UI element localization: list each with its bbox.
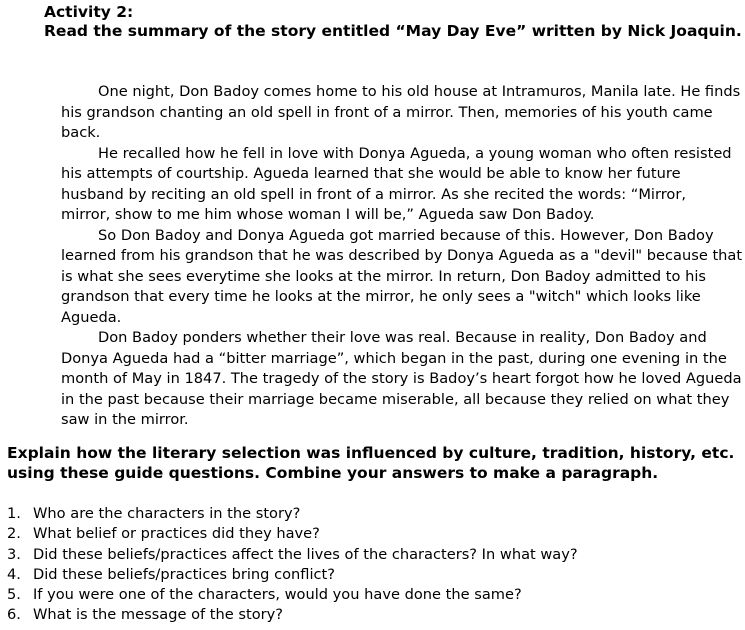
question-item bbox=[7, 605, 578, 625]
summary-line: back. bbox=[61, 124, 101, 141]
summary-line: Donya Agueda had a “bitter marriage”, which began in the past, during one evening in the bbox=[61, 349, 727, 367]
summary-line: saw in the mirror. bbox=[61, 411, 189, 428]
summary-line: mirror, show to me him whose woman I will be,” Agueda saw Don Badoy. bbox=[61, 206, 595, 223]
activity-instruction: Read the summary of the story entitled “May Day Eve” written by Nick Joaquin. bbox=[44, 22, 742, 40]
summary-line: He recalled how he fell in love with Donya Agueda, a young woman who often resisted bbox=[98, 144, 732, 162]
question-item bbox=[7, 585, 578, 605]
explain-line: using these guide questions. Combine your answers to make a paragraph. bbox=[7, 464, 659, 482]
summary-line: his attempts of courtship. Agueda learned that she would be able to know her future bbox=[61, 165, 681, 182]
summary-line: month of May in 1847. The tragedy of the story is Badoy’s heart forgot how he loved Agueda bbox=[61, 370, 742, 387]
question-item bbox=[7, 565, 578, 585]
question-item bbox=[7, 545, 578, 565]
explain-line: Explain how the literary selection was influenced by culture, tradition, history, etc. bbox=[7, 444, 735, 462]
question-text: What belief or practices did they have? bbox=[33, 525, 320, 543]
question-text: Did these beliefs/practices bring conflict? bbox=[33, 565, 336, 583]
summary-line: Don Badoy ponders whether their love was real. Because in reality, Don Badoy and bbox=[98, 329, 707, 346]
summary-line: learned from his grandson that he was described by Donya Agueda as a "devil" because that bbox=[61, 247, 743, 264]
summary-line: husband by reciting an old spell in front of a mirror. As she recited the words: “Mirror, bbox=[61, 185, 686, 203]
summary-line: So Don Badoy and Donya Agueda got married because of this. However, Don Badoy bbox=[98, 226, 714, 244]
explain-instruction bbox=[7, 443, 734, 483]
summary-line: his grandson chanting an old spell in front of a mirror. Then, memories of his youth came bbox=[61, 103, 713, 121]
question-text: What is the message of the story? bbox=[33, 606, 284, 624]
question-number: 1. bbox=[7, 505, 21, 522]
summary-line: Agueda. bbox=[61, 308, 122, 326]
question-number: 4. bbox=[7, 565, 21, 583]
question-number: 5. bbox=[7, 586, 21, 604]
summary-line: One night, Don Badoy comes home to his old house at Intramuros, Manila late. He finds bbox=[98, 83, 741, 100]
question-item bbox=[7, 504, 578, 524]
guide-questions bbox=[7, 504, 578, 626]
activity-title: Activity 2: bbox=[44, 3, 134, 21]
question-text: Who are the characters in the story? bbox=[33, 505, 301, 522]
summary-line: is what she sees everytime she looks at the mirror. In return, Don Badoy admitted to his bbox=[61, 267, 706, 285]
question-number: 6. bbox=[7, 606, 21, 624]
question-text: If you were one of the characters, would you have done the same? bbox=[33, 586, 522, 604]
story-summary bbox=[61, 82, 745, 431]
summary-line: in the past because their marriage became miserable, all because they relied on what they bbox=[61, 390, 730, 408]
question-number: 3. bbox=[7, 545, 21, 563]
question-text: Did these beliefs/practices affect the lives of the characters? In what way? bbox=[33, 545, 578, 563]
question-item bbox=[7, 524, 578, 544]
summary-line: grandson that every time he looks at the mirror, he only sees a "witch" which looks like bbox=[61, 288, 701, 305]
question-number: 2. bbox=[7, 525, 21, 543]
